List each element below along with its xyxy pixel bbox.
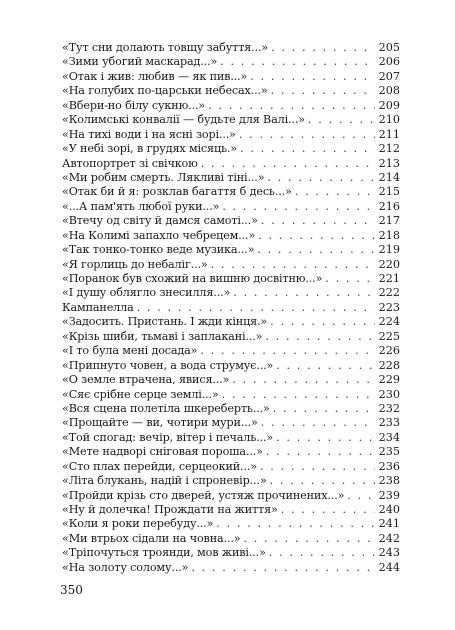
toc-entry-page: 219 — [378, 243, 400, 257]
toc-entry-title: «Крізь шиби, тьмаві і заплакані...» — [62, 329, 263, 343]
toc-entry — [62, 359, 400, 373]
toc-entry — [62, 489, 400, 503]
toc-dot-leader — [270, 474, 375, 488]
toc-entry-title: Кампанелла — [62, 300, 134, 314]
toc-entry-page: 235 — [378, 445, 400, 459]
toc-entry-page: 217 — [378, 214, 400, 228]
toc-dot-leader — [260, 460, 375, 474]
toc-entry — [62, 431, 400, 445]
toc-entry-title: «Мете надворі сніговая пороша...» — [62, 445, 263, 459]
toc-entry-page: 211 — [378, 127, 400, 141]
toc-entry-title: «Отак би й я: розклав багаття б десь...» — [62, 185, 292, 199]
toc-entry-page: 234 — [378, 430, 400, 444]
toc-entry-page: 218 — [378, 228, 400, 242]
toc-entry — [62, 315, 400, 329]
toc-entry-page: 226 — [378, 344, 400, 358]
toc-entry-page: 221 — [378, 272, 400, 285]
toc-entry — [62, 171, 400, 185]
toc-dot-leader — [239, 128, 375, 142]
toc-dot-leader — [271, 41, 375, 55]
toc-entry-title: «Отак і жив: любив — як пив...» — [62, 69, 248, 83]
toc-dot-leader — [308, 113, 375, 127]
toc-entry — [62, 503, 400, 517]
toc-dot-leader — [200, 344, 375, 358]
toc-entry — [62, 229, 400, 243]
toc-entry — [62, 330, 400, 344]
toc-entry-title: «Задосить. Пристань. І жди кінця.» — [62, 315, 268, 329]
toc-entry — [62, 517, 400, 531]
toc-dot-leader — [222, 388, 375, 402]
toc-entry-title: «Колимські конвалії — будьте для Валі...» — [62, 113, 305, 127]
toc-entry-page: 214 — [378, 170, 400, 184]
toc-entry — [62, 532, 400, 546]
toc-entry-page: 206 — [378, 55, 400, 69]
toc-entry — [62, 99, 400, 113]
toc-entry — [62, 460, 400, 474]
toc-entry — [62, 70, 400, 84]
toc-entry-page: 213 — [378, 156, 400, 170]
toc-entry-title: «У небі зорі, в грудях місяць.» — [62, 142, 238, 156]
toc-entry-title: «Коли я роки перебуду...» — [62, 517, 214, 531]
toc-dot-leader — [208, 99, 375, 113]
toc-entry — [62, 388, 400, 402]
toc-entry-title: «Припнуто човен, а вода струмує...» — [62, 358, 274, 372]
toc-entry — [62, 113, 400, 127]
toc-entry-page: 238 — [378, 474, 400, 488]
toc-dot-leader — [222, 200, 375, 214]
toc-entry-title: «О земле втрачена, явися...» — [62, 373, 230, 387]
toc-dot-leader — [273, 402, 375, 416]
toc-dot-leader — [216, 517, 375, 531]
toc-entry-page: 207 — [378, 69, 400, 83]
toc-entry — [62, 286, 400, 300]
toc-entry-page: 220 — [378, 257, 400, 271]
toc-entry — [62, 373, 400, 387]
toc-entry-page: 242 — [378, 531, 400, 545]
toc-entry-title: «На золоту солому...» — [62, 560, 189, 574]
toc-entry-page: 236 — [378, 459, 400, 473]
toc-entry-title: «Втечу од світу й дамся самоті...» — [62, 214, 258, 228]
toc-entry-title: «Сяє срібне серце землі...» — [62, 387, 219, 401]
toc-entry — [62, 301, 400, 315]
toc-dot-leader — [269, 546, 375, 560]
toc-dot-leader — [281, 503, 375, 517]
toc-entry — [62, 55, 400, 69]
toc-entry-title: «Ми втрьох сідали на човна...» — [62, 531, 241, 545]
toc-entry-title: «На Колимі запахло чебрецем...» — [62, 228, 256, 242]
toc-entry-page: 223 — [378, 300, 400, 314]
toc-entry — [62, 474, 400, 488]
table-of-contents — [62, 41, 400, 575]
toc-entry-title: «Вся сцена полетіла шкереберть...» — [62, 401, 270, 415]
toc-entry-title: «...А пам'ять любої руки...» — [62, 199, 220, 213]
toc-entry — [62, 402, 400, 416]
toc-entry — [62, 84, 400, 98]
toc-entry-title: «На голубих по-царськи небесах...» — [62, 84, 268, 98]
toc-entry-title: «І то була мені досада» — [62, 344, 198, 358]
toc-dot-leader — [261, 416, 375, 430]
toc-entry-page: 229 — [378, 373, 400, 387]
toc-dot-leader — [266, 445, 375, 459]
toc-entry — [62, 344, 400, 358]
toc-entry — [62, 142, 400, 156]
toc-dot-leader — [233, 286, 375, 300]
toc-entry — [62, 41, 400, 55]
toc-dot-leader — [240, 142, 375, 156]
toc-dot-leader — [257, 243, 375, 257]
toc-entry — [62, 185, 400, 199]
toc-entry — [62, 416, 400, 430]
toc-entry-page: 243 — [378, 546, 400, 560]
toc-entry-page: 239 — [378, 488, 400, 502]
toc-entry-page: 225 — [378, 329, 400, 343]
toc-entry-title: «Ну й долечка! Прождати на життя» — [62, 503, 278, 516]
toc-entry-title: «Вбери-но білу сукню...» — [62, 98, 206, 112]
toc-dot-leader — [261, 214, 375, 228]
toc-dot-leader — [271, 84, 375, 98]
toc-entry-page: 240 — [378, 503, 400, 516]
toc-entry-page: 210 — [378, 113, 400, 127]
toc-entry-page: 244 — [378, 560, 400, 574]
toc-entry-title: «Прощайте — ви, чотири мури...» — [62, 416, 258, 430]
toc-entry — [62, 128, 400, 142]
toc-entry-page: 215 — [378, 185, 400, 199]
toc-entry-title: «Тріпочуться троянди, мов живі...» — [62, 546, 266, 560]
toc-entry — [62, 272, 400, 286]
toc-entry-page: 232 — [378, 401, 400, 415]
toc-entry — [62, 561, 400, 575]
toc-entry-title: «Тут сни долають товщу забуття...» — [62, 41, 269, 54]
toc-dot-leader — [270, 315, 375, 329]
toc-entry-page: 230 — [378, 387, 400, 401]
toc-dot-leader — [137, 301, 375, 315]
toc-dot-leader — [250, 70, 375, 84]
toc-entry — [62, 200, 400, 214]
toc-entry — [62, 445, 400, 459]
toc-dot-leader — [265, 330, 375, 344]
toc-dot-leader — [276, 359, 375, 373]
toc-dot-leader — [267, 171, 375, 185]
toc-entry — [62, 243, 400, 257]
toc-dot-leader — [211, 258, 375, 272]
toc-entry-page: 224 — [378, 315, 400, 329]
toc-entry-title: «Поранок був схожий на вишню досвітню...» — [62, 272, 323, 285]
toc-entry-title: «Сто плах перейди, серцеокий...» — [62, 459, 257, 473]
toc-entry-page: 228 — [378, 358, 400, 372]
toc-dot-leader — [220, 55, 375, 69]
toc-entry-title: «Ми робим смерть. Лякливі тіні...» — [62, 170, 265, 184]
toc-entry-title: «Пройди крізь сто дверей, устяж прочинених...» — [62, 488, 345, 502]
toc-entry — [62, 258, 400, 272]
toc-entry-title: «На тихі води і на ясні зорі...» — [62, 127, 236, 141]
toc-entry — [62, 214, 400, 228]
toc-entry-title: «Я горлиць до небаліг...» — [62, 257, 208, 271]
toc-entry-title: «Літа блукань, надій і спроневір...» — [62, 474, 267, 488]
toc-entry-title: «Зими убогий маскарад...» — [62, 55, 218, 69]
toc-entry-page: 209 — [378, 98, 400, 112]
toc-dot-leader — [191, 561, 375, 575]
toc-dot-leader — [232, 373, 375, 387]
toc-dot-leader — [295, 185, 375, 199]
toc-dot-leader — [325, 272, 375, 286]
toc-entry-page: 212 — [378, 142, 400, 156]
toc-entry-page: 233 — [378, 416, 400, 430]
toc-entry-title: «І душу облягло знесилля...» — [62, 286, 231, 300]
toc-entry-page: 241 — [378, 517, 400, 531]
toc-entry-page: 222 — [378, 286, 400, 300]
toc-entry-title: Автопортрет зі свічкою — [62, 156, 198, 170]
toc-entry — [62, 546, 400, 560]
toc-entry-title: «Той спогад: вечір, вітер і печаль...» — [62, 430, 274, 444]
toc-entry-page: 205 — [378, 41, 400, 54]
toc-entry-page: 208 — [378, 84, 400, 98]
toc-dot-leader — [201, 157, 375, 171]
toc-dot-leader — [347, 489, 375, 503]
page-number: 350 — [60, 583, 83, 597]
toc-dot-leader — [243, 532, 375, 546]
toc-entry — [62, 157, 400, 171]
toc-entry-page: 216 — [378, 199, 400, 213]
toc-dot-leader — [276, 431, 375, 445]
toc-dot-leader — [258, 229, 375, 243]
toc-entry-title: «Так тонко-тонко веде музика...» — [62, 243, 255, 257]
